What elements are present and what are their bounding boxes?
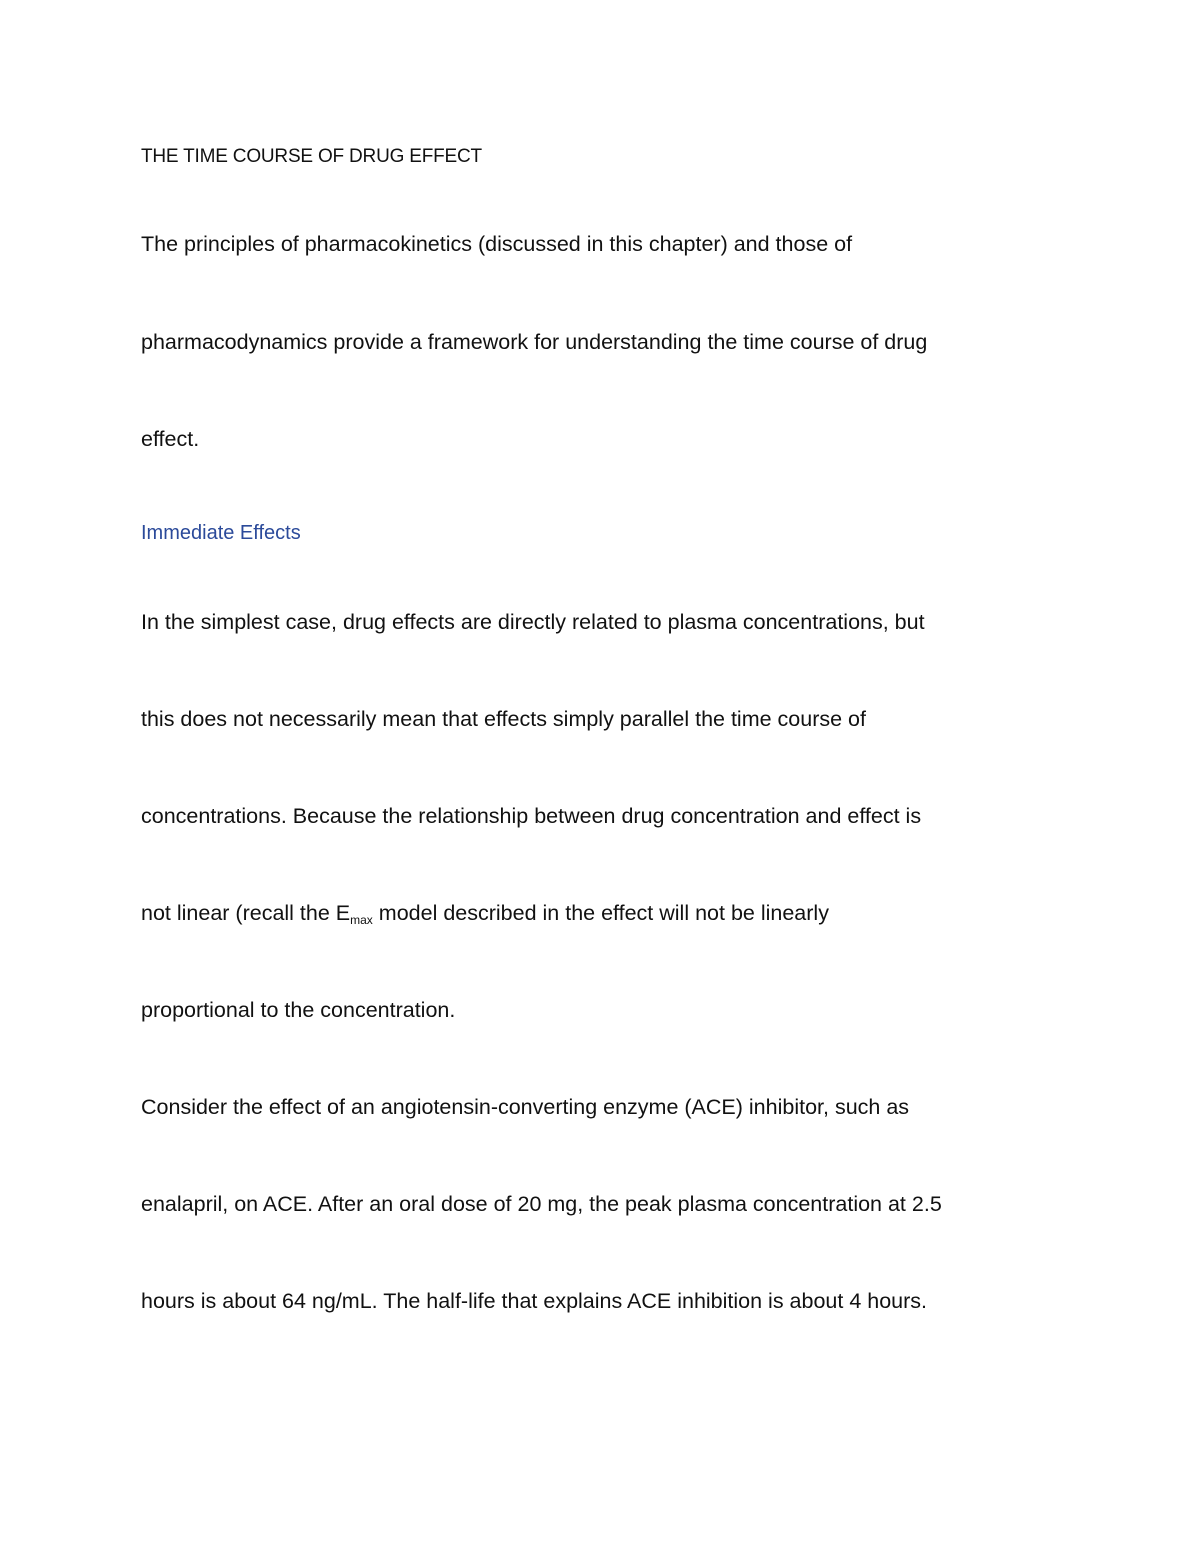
section-heading: Immediate Effects	[141, 522, 301, 544]
emax-text-after: model described in the effect will not be linearly	[372, 901, 829, 925]
emax-text-before: not linear (recall the E	[141, 901, 351, 925]
paragraph-line: In the simplest case, drug effects are directly related to plasma concentrations, but	[141, 610, 925, 634]
emax-subscript: max	[350, 913, 373, 927]
paragraph-line: enalapril, on ACE. After an oral dose of 20 mg, the peak plasma concentration at 2.5	[141, 1192, 942, 1216]
paragraph-line: hours is about 64 ng/mL. The half-life that explains ACE inhibition is about 4 hours.	[141, 1289, 928, 1313]
paragraph-line: pharmacodynamics provide a framework for understanding the time course of drug	[141, 330, 928, 354]
paragraph-line: effect.	[141, 427, 200, 451]
paragraph-line: this does not necessarily mean that effects simply parallel the time course of	[141, 707, 866, 731]
paragraph-line: proportional to the concentration.	[141, 998, 456, 1022]
paragraph-line: Consider the effect of an angiotensin-converting enzyme (ACE) inhibitor, such as	[141, 1095, 910, 1119]
document-title: THE TIME COURSE OF DRUG EFFECT	[141, 146, 482, 167]
paragraph-line: The principles of pharmacokinetics (discussed in this chapter) and those of	[141, 232, 853, 256]
paragraph-line-emax	[141, 898, 829, 935]
paragraph-line: concentrations. Because the relationship between drug concentration and effect is	[141, 804, 922, 828]
